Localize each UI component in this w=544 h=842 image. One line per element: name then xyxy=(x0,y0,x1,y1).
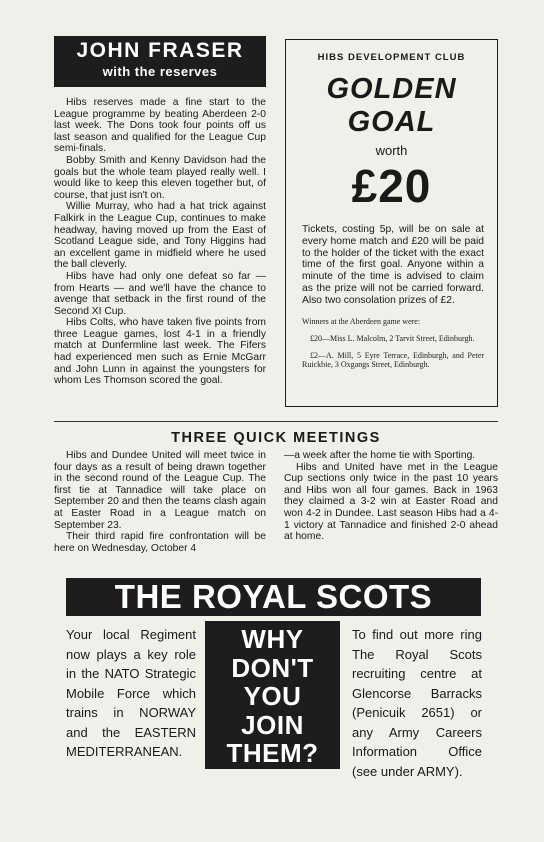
tickets-info: Tickets, costing 5p, will be on sale at every home match and £20 will be paid to the holder of the ticket with the exact time of the first goal. Anyone within a minute of the time is advised to claim as the prize will not be carried forward. Also two consolation prizes of £2. xyxy=(302,224,484,306)
winner-entry: £20—Miss L. Malcolm, 2 Tarvit Street, Edinburgh. xyxy=(310,334,475,344)
winners-intro: Winners at the Aberdeen game were: xyxy=(302,316,421,326)
article-subtitle: with the reserves xyxy=(102,64,218,79)
meetings-column-left xyxy=(54,450,266,554)
paragraph: —a week after the home tie with Sporting. xyxy=(284,450,476,461)
paragraph: Hibs Colts, who have taken five points from three League games, lost 4-1 in a friendly match at Dunfermline last week. The Fifers had experienced men such as Ernie McGarr and John Lunn in against the youngsters for whom Les Thomson scored the goal. xyxy=(54,317,266,387)
slogan-line: THEM? xyxy=(226,738,319,768)
goal-heading: GOAL xyxy=(347,106,436,138)
john-fraser-article xyxy=(54,97,266,387)
golden-goal-box xyxy=(285,39,498,407)
prize-amount: £20 xyxy=(351,160,432,212)
article-title: JOHN FRASER xyxy=(76,39,244,62)
paragraph: Hibs and United have met in the League Cup sections only twice in the past 10 years and Hibs won all four games. Back in 1963 they claimed a 3-2 win at Easter Road and won 4-2 in Dundee. Last season Hibs had a 4-1 victory at Tannadice and finished 2-0 ahead at home. xyxy=(284,461,498,543)
paragraph: Their third rapid fire confrontation will be here on Wednesday, October 4 xyxy=(54,531,266,554)
paragraph: Willie Murray, who had a hat trick against Falkirk in the League Cup, continues to make headway, having moved up from the East of Scotland League side, and Tony Higgins had an excellent game in midfield where he used the ball cleverly. xyxy=(54,201,266,271)
winner-entry: £2—A. Mill, 5 Eyre Terrace, Edinburgh, and Peter Ruickbie, 3 Oxgangs Street, Edinburgh. xyxy=(302,351,484,370)
recruiting-info: To find out more ring The Royal Scots recruiting centre at Glencorse Barracks (Penicuik 2651) or any Army Careers Information Office (see under ARMY). xyxy=(352,627,482,779)
meetings-column-right xyxy=(284,450,498,543)
three-quick-meetings-title: THREE QUICK MEETINGS xyxy=(171,430,381,446)
why-dont-you-join-box xyxy=(205,621,340,769)
regiment-info: Your local Regiment now plays a key role in the NATO Strategic Mobile Force which trains in NORWAY and the EASTERN MEDITERRANEAN. xyxy=(66,627,196,759)
slogan-line: YOU xyxy=(243,681,302,711)
royal-scots-banner: THE ROYAL SCOTS xyxy=(66,578,481,616)
john-fraser-header xyxy=(54,36,266,87)
paragraph: Hibs and Dundee United will meet twice in four days as a result of being drawn together in the second round of the League Cup. The first tie at Tannadice will take place on September 20 and then the teams clash again at Easter Road in a League match on September 23. xyxy=(54,450,266,531)
section-divider xyxy=(54,421,498,422)
golden-heading: GOLDEN xyxy=(326,73,457,105)
paragraph: Hibs have had only one defeat so far — from Hearts — and we'll have the chance to avenge that setback in the first round of the Second XI Cup. xyxy=(54,270,266,317)
worth-label: worth xyxy=(375,143,408,158)
slogan-line: WHY xyxy=(241,624,304,654)
paragraph: Hibs reserves made a fine start to the League programme by beating Aberdeen 2-0 last week. The Dons took four points off us last season and qualified for the League Cup semi-finals. xyxy=(54,97,266,155)
slogan-line: DON'T xyxy=(231,652,314,683)
slogan-line: JOIN xyxy=(241,709,304,740)
paragraph: Bobby Smith and Kenny Davidson had the goals but the whole team played really well. I would like to keep this eleven together but, of course, that just isn't on. xyxy=(54,154,266,201)
club-name: HIBS DEVELOPMENT CLUB xyxy=(317,52,466,63)
